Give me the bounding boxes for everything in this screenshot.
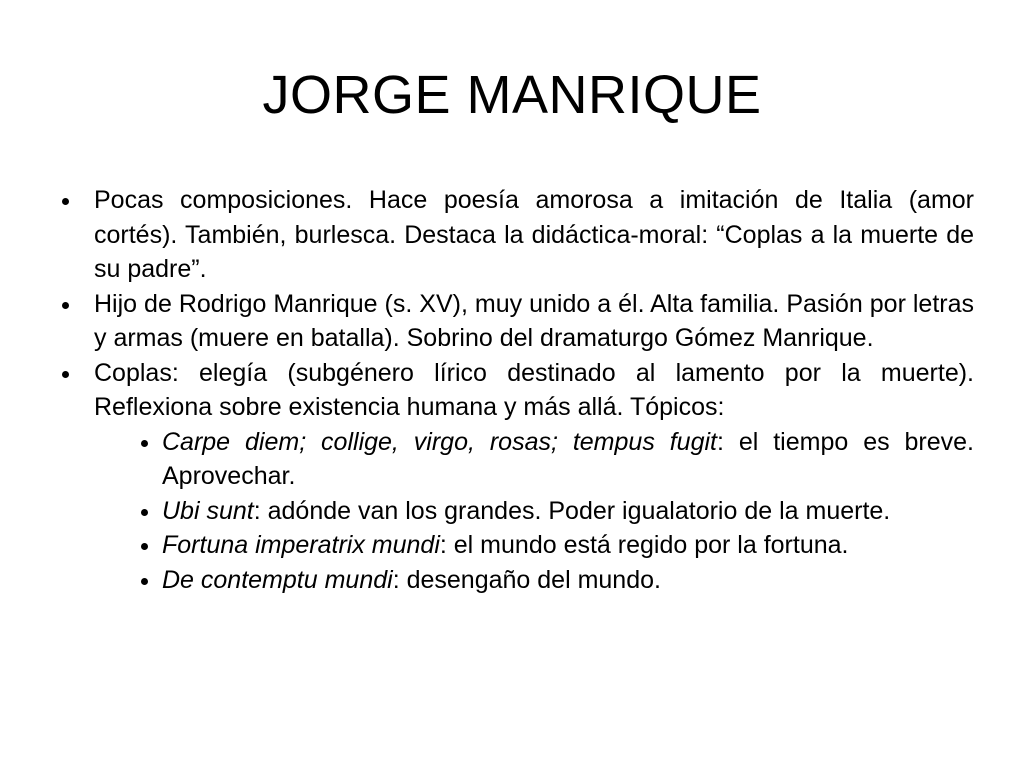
sub-bullet-dot — [141, 509, 148, 516]
topic-item-4 — [62, 563, 974, 598]
sub-bullet-dot — [141, 440, 148, 447]
bullet-text: Hijo de Rodrigo Manrique (s. XV), muy unido a él. Alta familia. Pasión por letras y armas (muere en batalla). Sobrino del dramaturgo Gómez Manrique. — [94, 289, 974, 352]
topics-sublist — [62, 425, 974, 598]
bullet-dot — [62, 198, 69, 205]
bullet-list — [62, 183, 974, 597]
bullet-text: Pocas composiciones. Hace poesía amorosa a imitación de Italia (amor cortés). También, burlesca. Destaca la didáctica-moral: “Coplas a la muerte de su padre”. — [94, 186, 974, 283]
topic-item-1 — [62, 425, 974, 494]
topic-text: : el mundo está regido por la fortuna. — [439, 531, 849, 559]
bullet-item-1 — [62, 183, 974, 287]
sub-bullet-dot — [141, 543, 148, 550]
bullet-item-2 — [62, 287, 974, 356]
topic-term: Fortuna imperatrix mundi — [162, 531, 440, 559]
slide-title: JORGE MANRIQUE — [262, 65, 762, 125]
topic-text: : adónde van los grandes. Poder igualatorio de la muerte. — [253, 496, 891, 525]
topic-term: Carpe diem; collige, virgo, rosas; tempus fugit — [162, 427, 717, 456]
bullet-text: Coplas: elegía (subgénero lírico destinado al lamento por la muerte). Reflexiona sobre existencia humana y más allá. Tópicos: — [94, 358, 974, 421]
topic-text: : desengaño del mundo. — [392, 565, 661, 594]
topic-text: : el tiempo es breve. Aprovechar. — [162, 427, 974, 490]
sub-bullet-dot — [141, 578, 148, 585]
topic-term: De contemptu mundi — [162, 565, 393, 594]
bullet-dot — [62, 371, 69, 378]
topic-item-3 — [62, 528, 974, 563]
bullet-item-3 — [62, 356, 974, 425]
bullet-dot — [62, 302, 69, 309]
topic-item-2 — [62, 494, 974, 529]
topic-term: Ubi sunt — [162, 496, 254, 525]
